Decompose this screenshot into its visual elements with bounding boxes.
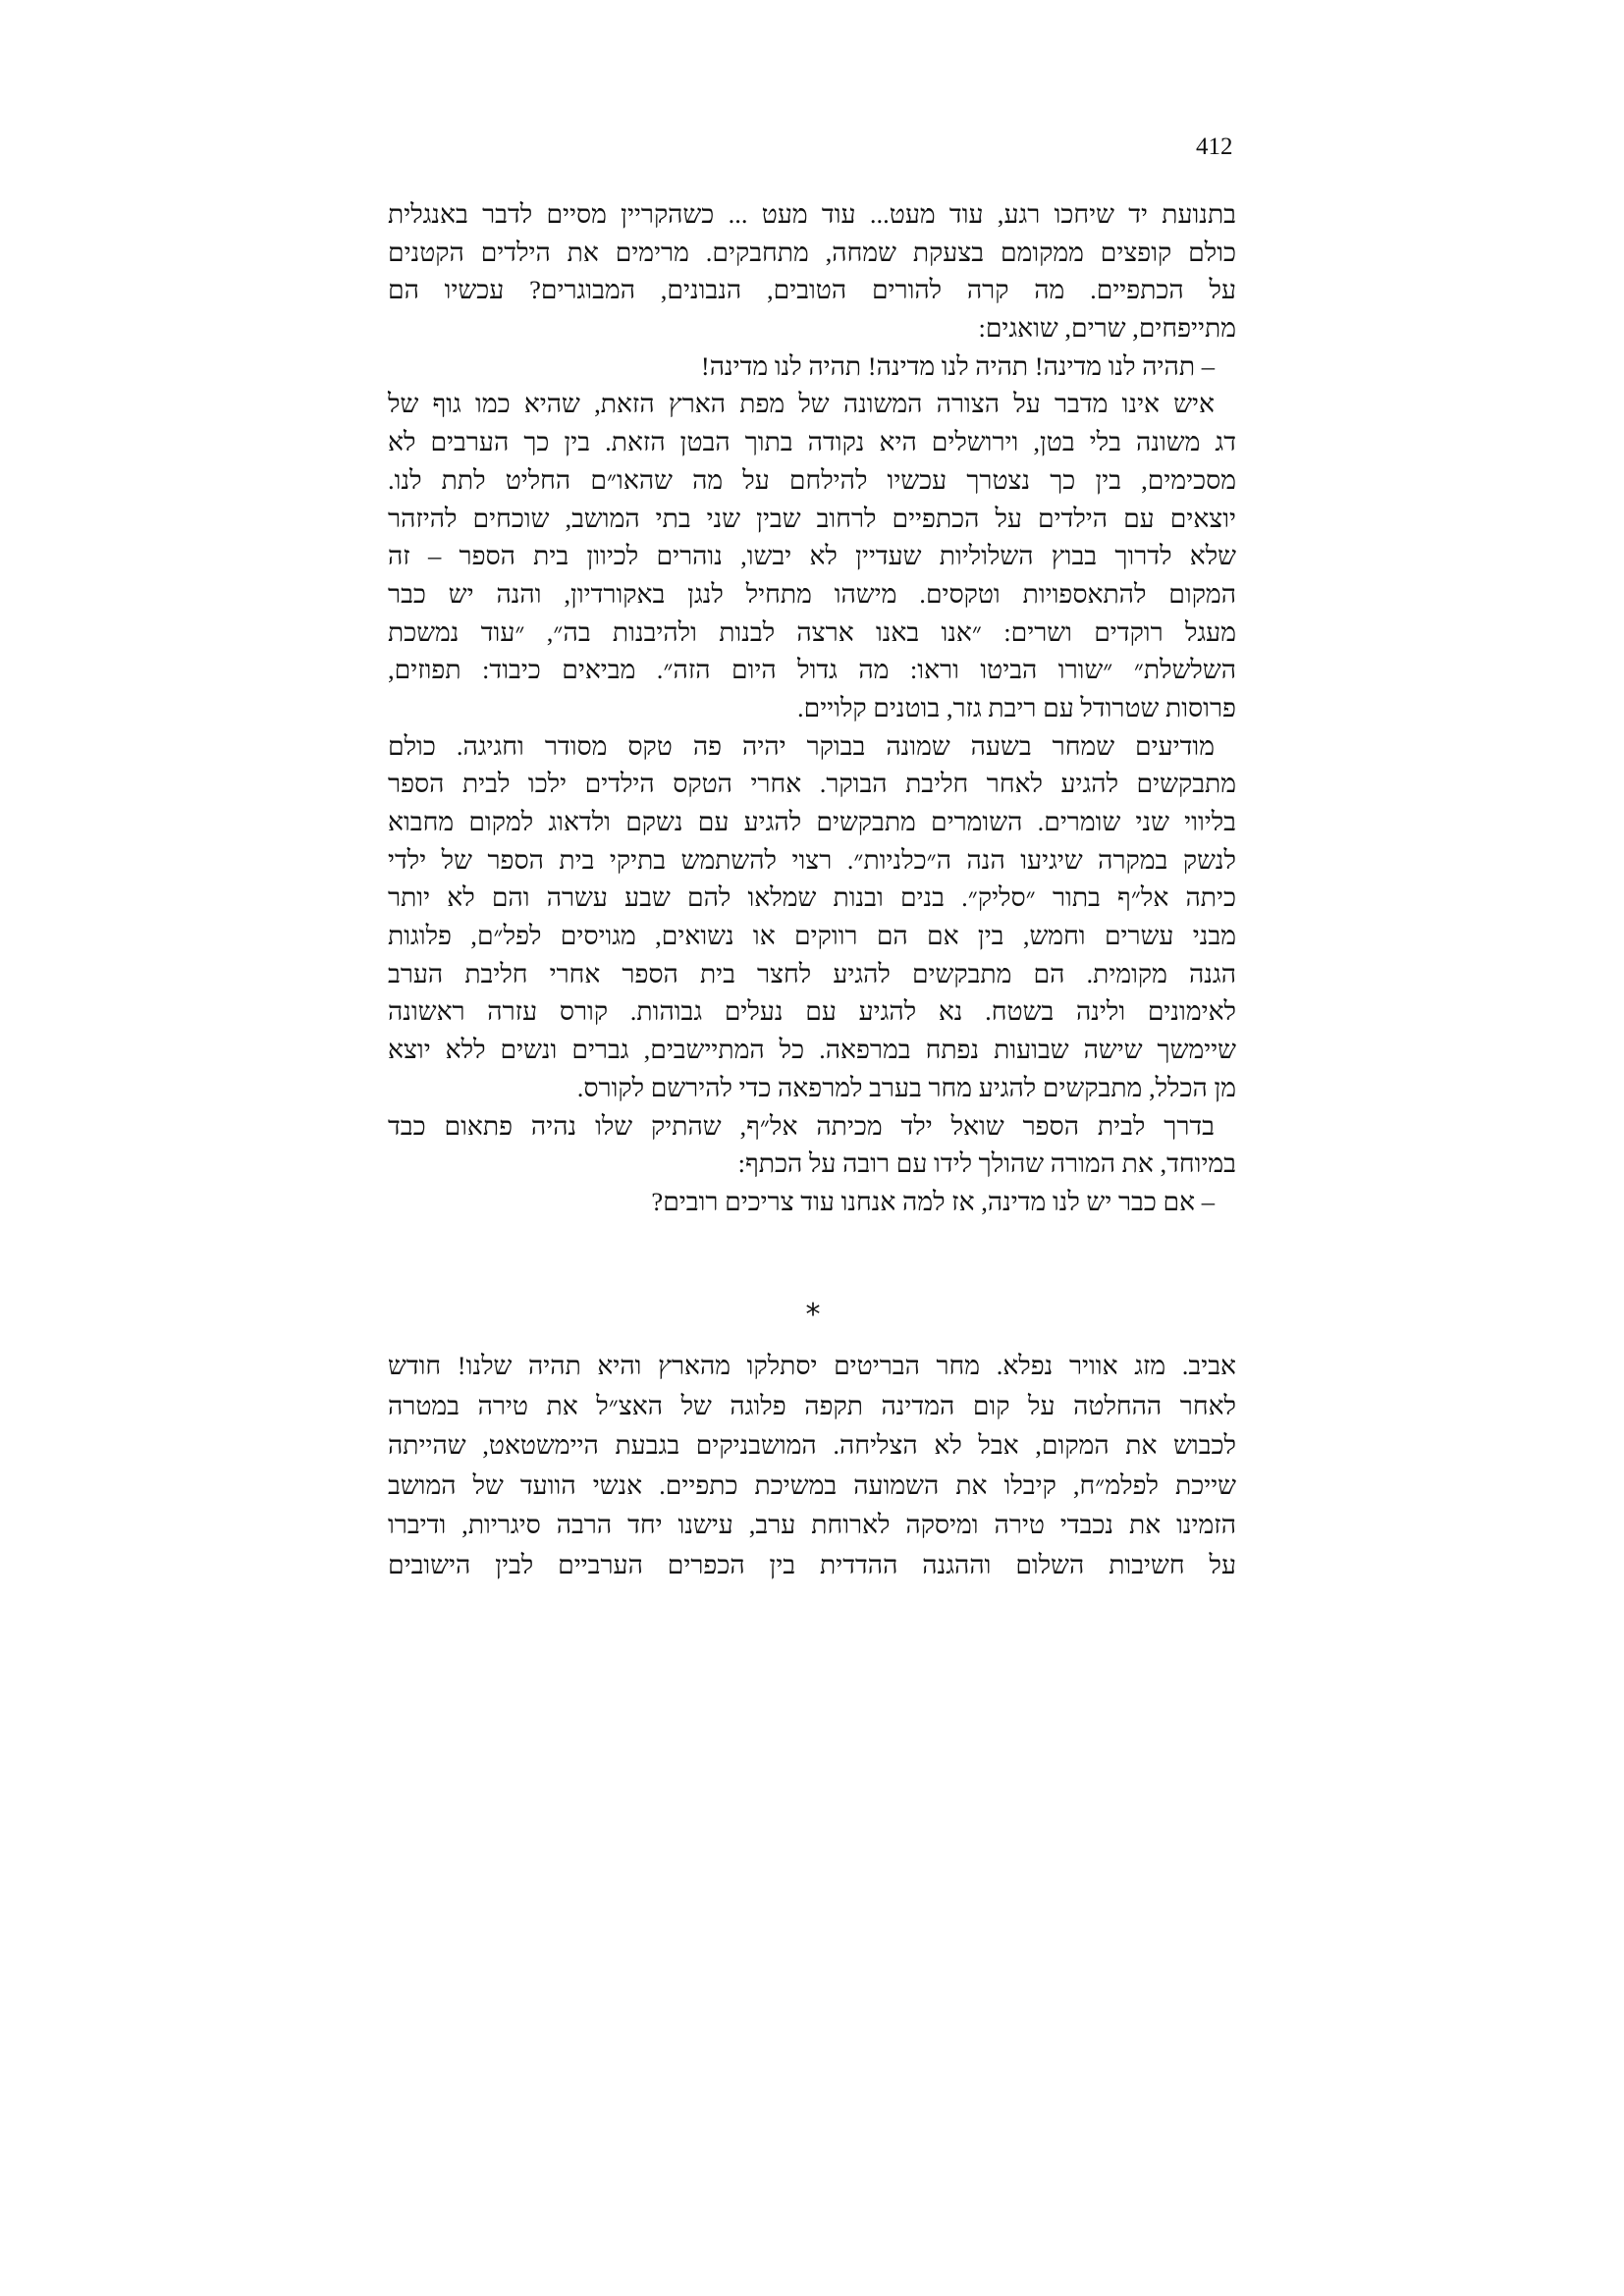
- text-line: בתנועת יד שיחכו רגע, עוד מעט... עוד מעט ... כשהקריין מסיים לדבר באנגלית: [388, 199, 1236, 229]
- text-section-1: [388, 195, 1236, 1221]
- text-line: פרוסות שטרודל עם ריבת גזר, בוטנים קלויים.: [796, 692, 1236, 722]
- text-line: שיימשך שישה שבועות נפתח במרפאה. כל המתיישבים, גברים ונשים ללא יוצא: [388, 1035, 1236, 1065]
- paragraph: [388, 727, 1236, 1107]
- text-line: מבני עשרים וחמש, בין אם הם רווקים או נשואים, מגויסים לפל״ם, פלוגות: [388, 921, 1236, 951]
- text-line: הזמינו את נכבדי טירה ומיסקה לארוחת ערב, עישנו יחד הרבה סיגריות, ודיברו: [388, 1510, 1236, 1540]
- text-line: בדרך לבית הספר שואל ילד מכיתה אל״ף, שהתיק שלו נהיה פתאום כבד: [388, 1110, 1215, 1141]
- text-line: מודיעים שמחר בשעה שמונה בבוקר יהיה פה טקס מסודר וחגיגה. כולם: [388, 730, 1215, 761]
- paragraph: [388, 385, 1236, 726]
- text-line: שלא לדרוך בבוץ השלוליות שעדיין לא יבשו, נוהרים לכיוון בית הספר – זה: [388, 541, 1236, 571]
- text-line: מן הכלל, מתבקשים להגיע מחר בערב למרפאה כדי להירשם לקורס.: [576, 1072, 1236, 1102]
- text-line: במיוחד, את המורה שהולך לידו עם רובה על הכתף:: [737, 1148, 1236, 1179]
- text-line: לאחר ההחלטה על קום המדינה תקפה פלוגה של האצ״ל את טירה במטרה: [388, 1390, 1236, 1420]
- text-section-2: [388, 1346, 1236, 1585]
- text-line: – תהיה לנו מדינה! תהיה לנו מדינה! תהיה לנו מדינה!: [700, 350, 1215, 381]
- text-line: לאימונים ולינה בשטח. נא להגיע עם נעלים גבוהות. קורס עזרה ראשונה: [388, 996, 1236, 1027]
- text-line: הגנה מקומית. הם מתבקשים להגיע לחצר בית הספר אחרי חליבת הערב: [388, 958, 1236, 988]
- dialogue-line: [388, 1183, 1236, 1221]
- text-line: – אם כבר יש לנו מדינה, אז למה אנחנו עוד צריכים רובים?: [651, 1186, 1215, 1216]
- text-line: איש אינו מדבר על הצורה המשונה של מפת הארץ הזאת, שהיא כמו גוף של: [388, 389, 1215, 419]
- text-line: כולם קופצים ממקומם בצעקת שמחה, מתחבקים. מרימים את הילדים הקטנים: [388, 237, 1236, 267]
- section-divider-asterisk: *: [805, 1298, 821, 1332]
- text-line: בליווי שני שומרים. השומרים מתבקשים להגיע עם נשקם ולדאוג למקום מחבוא: [388, 807, 1236, 836]
- text-line: יוצאים עם הילדים על הכתפיים לרחוב שבין שני בתי המושב, שוכחים להיזהר: [388, 503, 1236, 533]
- page-number: 412: [1196, 133, 1233, 160]
- text-line: מסכימים, בין כך נצטרך עכשיו להילחם על מה שהאו״ם החליט לתת לנו.: [388, 464, 1236, 495]
- text-line: לכבוש את המקום, אבל לא הצליחה. המושבניקים בגבעת היימשטאט, שהייתה: [388, 1430, 1236, 1461]
- text-line: דג משונה בלי בטן, וירושלים היא נקודה בתוך הבטן הזאת. בין כך הערבים לא: [388, 427, 1236, 457]
- text-line: על חשיבות השלום וההגנה ההדדית בין הכפרים הערביים לבין הישובים: [388, 1549, 1236, 1579]
- text-line: כיתה אל״ף בתור ״סליק״. בנים ובנות שמלאו להם שבע עשרה והם לא יותר: [388, 882, 1236, 913]
- text-line: לנשק במקרה שיגיעו הנה ה״כלניות״. רצוי להשתמש בתיקי בית הספר של ילדי: [388, 844, 1236, 875]
- text-line: המקום להתאספויות וטקסים. מישהו מתחיל לנגן באקורדיון, והנה יש כבר: [388, 578, 1236, 609]
- text-line: שייכת לפלמ״ח, קיבלו את השמועה במשיכת כתפיים. אנשי הוועד של המושב: [388, 1469, 1236, 1500]
- paragraph: [388, 1107, 1236, 1183]
- text-line: על הכתפיים. מה קרה להורים הטובים, הנבונים, המבוגרים? עכשיו הם: [388, 275, 1236, 305]
- text-line: מעגל רוקדים ושרים: ״אנו באנו ארצה לבנות ולהיבנות בה״, ״עוד נמשכת: [388, 616, 1236, 647]
- text-line: מתבקשים להגיע לאחר חליבת הבוקר. אחרי הטקס הילדים ילכו לבית הספר: [388, 769, 1236, 799]
- text-line: השלשלת״ ״שורו הביטו וראו: מה גדול היום הזה״. מביאים כיבוד: תפוזים,: [388, 655, 1236, 685]
- dialogue-line: [388, 347, 1236, 386]
- text-line: אביב. מזג אוויר נפלא. מחר הבריטים יסתלקו מהארץ והיא תהיה שלנו! חודש: [388, 1351, 1236, 1380]
- paragraph: [388, 195, 1236, 347]
- text-line: מתייפחים, שרים, שואגים:: [978, 313, 1236, 344]
